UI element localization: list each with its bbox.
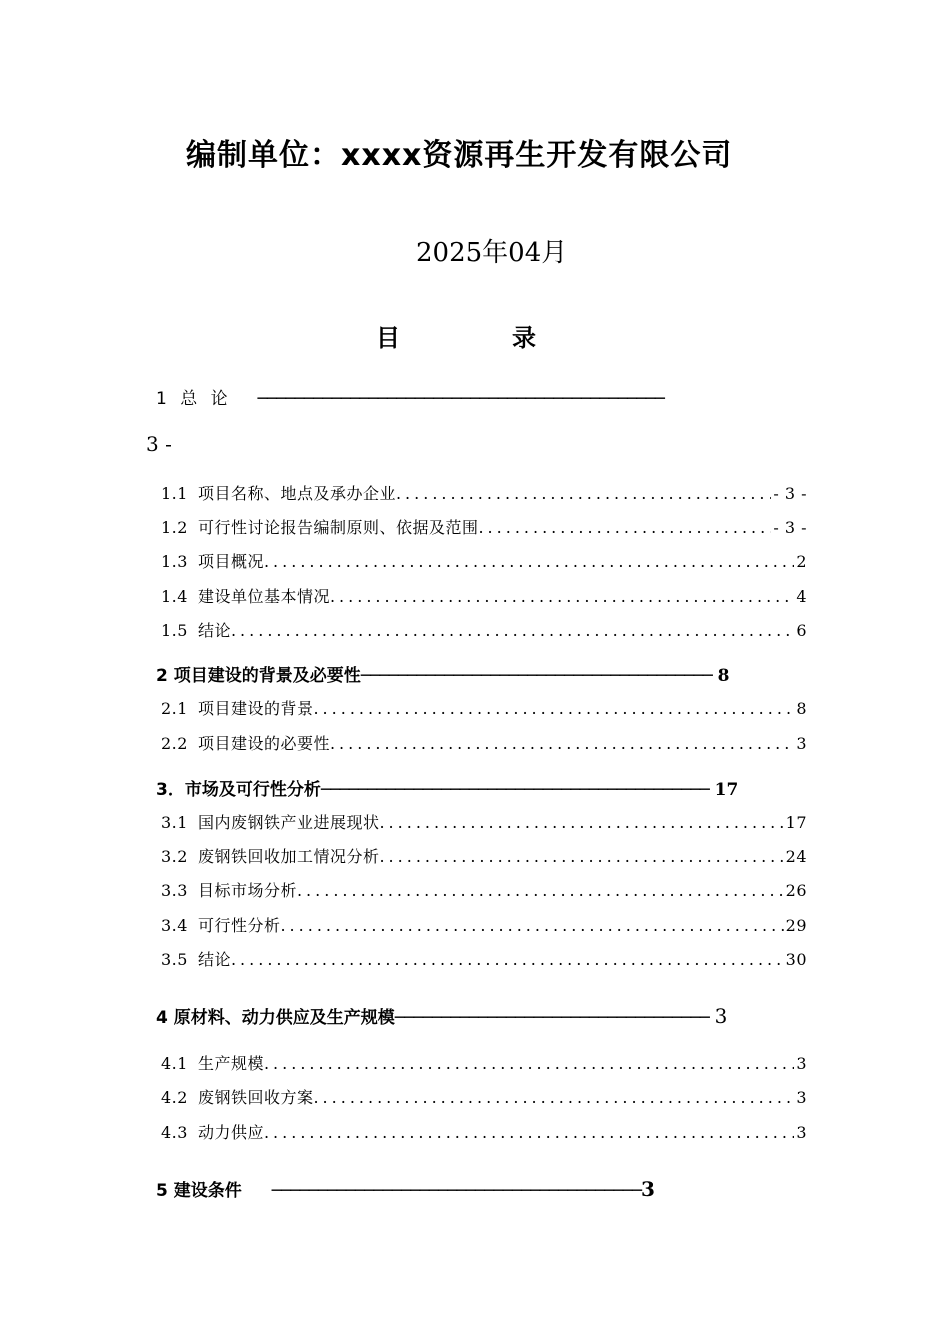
org-line: 编制单位：xxxx资源再生开发有限公司	[186, 138, 733, 173]
leader-line: ──────────────────────────────────────────	[320, 780, 709, 800]
dot-leader	[379, 813, 783, 832]
dot-leader	[297, 881, 784, 900]
entry-page: 30	[785, 950, 807, 969]
toc-entry[interactable]	[161, 878, 807, 900]
dot-leader	[231, 621, 794, 640]
entry-page: 3	[796, 734, 807, 753]
dot-leader	[330, 587, 794, 606]
toc-entry[interactable]	[161, 618, 807, 640]
entry-page: 24	[785, 847, 807, 866]
entry-page: 6	[796, 621, 807, 640]
entry-number: 4.2	[161, 1088, 188, 1107]
toc-section-2[interactable]	[156, 661, 776, 686]
section-label: 4 原材料、动力供应及生产规模	[156, 1008, 395, 1028]
leader-line: ────────────────────────────────────────	[271, 1181, 641, 1201]
section-label: 5 建设条件	[156, 1181, 242, 1201]
toc-entry[interactable]	[161, 844, 807, 866]
toc-entry[interactable]	[161, 1051, 807, 1073]
toc-section-1[interactable]	[156, 384, 796, 409]
dot-leader	[231, 950, 784, 969]
entry-title: 可行性分析	[197, 916, 281, 935]
entry-title: 结论	[197, 621, 231, 640]
entry-number: 3.3	[161, 881, 188, 900]
entry-title: 国内废钢铁产业进展现状	[197, 813, 380, 832]
leader-line: ──────────────────────────────────	[394, 1008, 709, 1028]
dot-leader	[313, 699, 794, 718]
entry-number: 3.2	[161, 847, 188, 866]
entry-number: 2.2	[161, 734, 188, 753]
leader-line: ──────────────────────────────────────	[360, 666, 712, 686]
entry-number: 3.4	[161, 916, 188, 935]
toc-heading-right: 录	[512, 324, 536, 352]
entry-number: 2.1	[161, 699, 188, 718]
dot-leader	[313, 1088, 794, 1107]
entry-page: 29	[785, 916, 807, 935]
toc-entry[interactable]	[161, 913, 807, 935]
section-page: 3	[641, 1177, 655, 1201]
entry-page: 2	[796, 552, 807, 571]
entry-title: 可行性讨论报告编制原则、依据及范围	[197, 518, 479, 537]
entry-title: 项目名称、地点及承办企业	[197, 484, 396, 503]
leader-line: ────────────────────────────────────────────	[257, 389, 664, 409]
entry-page: 4	[796, 587, 807, 606]
dot-leader	[264, 1054, 794, 1073]
toc-entry[interactable]	[161, 481, 807, 503]
toc-heading	[376, 318, 536, 353]
dot-leader	[264, 552, 794, 571]
section-label: 3．市场及可行性分析	[156, 780, 321, 800]
section-page: 17	[714, 780, 739, 800]
toc-section-5[interactable]	[156, 1176, 806, 1201]
toc-entry[interactable]	[161, 731, 807, 753]
entry-number: 1.5	[161, 621, 188, 640]
entry-page: 17	[785, 813, 807, 832]
entry-number: 3.1	[161, 813, 188, 832]
toc-entry[interactable]	[161, 515, 807, 537]
entry-title: 项目概况	[197, 552, 264, 571]
entry-page: - 3 -	[773, 484, 807, 503]
dot-leader	[330, 734, 794, 753]
dot-leader	[280, 916, 783, 935]
dot-leader	[478, 518, 771, 537]
entry-title: 项目建设的必要性	[197, 734, 330, 753]
entry-page: - 3 -	[773, 518, 807, 537]
entry-number: 3.5	[161, 950, 188, 969]
entry-title: 结论	[197, 950, 231, 969]
entry-page: 26	[785, 881, 807, 900]
entry-page: 3	[796, 1123, 807, 1142]
dot-leader	[396, 484, 771, 503]
toc-entry[interactable]	[161, 947, 807, 969]
section-page: 3	[714, 1004, 728, 1028]
toc-entry[interactable]	[161, 549, 807, 571]
entry-page: 3	[796, 1054, 807, 1073]
date-line: 2025年04月	[416, 238, 568, 268]
entry-title: 废钢铁回收加工情况分析	[197, 847, 380, 866]
entry-title: 废钢铁回收方案	[197, 1088, 314, 1107]
section-page: 8	[717, 666, 730, 686]
toc-entry[interactable]	[161, 696, 807, 718]
entry-number: 1.1	[161, 484, 188, 503]
entry-number: 4.3	[161, 1123, 188, 1142]
toc-entry[interactable]	[161, 810, 807, 832]
entry-title: 建设单位基本情况	[197, 587, 330, 606]
entry-number: 1.4	[161, 587, 188, 606]
entry-title: 动力供应	[197, 1123, 264, 1142]
section-label: 1 总 论	[156, 389, 232, 409]
entry-number: 1.2	[161, 518, 188, 537]
entry-page: 3	[796, 1088, 807, 1107]
toc-section-3[interactable]	[156, 775, 816, 800]
dot-leader	[264, 1123, 794, 1142]
section-label: 2 项目建设的背景及必要性	[156, 666, 361, 686]
entry-page: 8	[796, 699, 807, 718]
entry-number: 4.1	[161, 1054, 188, 1073]
entry-title: 生产规模	[197, 1054, 264, 1073]
toc-entry[interactable]	[161, 584, 807, 606]
toc-heading-left: 目	[376, 324, 400, 352]
entry-title: 项目建设的背景	[197, 699, 314, 718]
entry-number: 1.3	[161, 552, 188, 571]
dot-leader	[379, 847, 783, 866]
toc-section-4[interactable]	[156, 1003, 776, 1028]
toc-entry[interactable]	[161, 1085, 807, 1107]
toc-entry[interactable]	[161, 1120, 807, 1142]
entry-title: 目标市场分析	[197, 881, 297, 900]
toc-section-1-page: 3 -	[146, 432, 172, 456]
